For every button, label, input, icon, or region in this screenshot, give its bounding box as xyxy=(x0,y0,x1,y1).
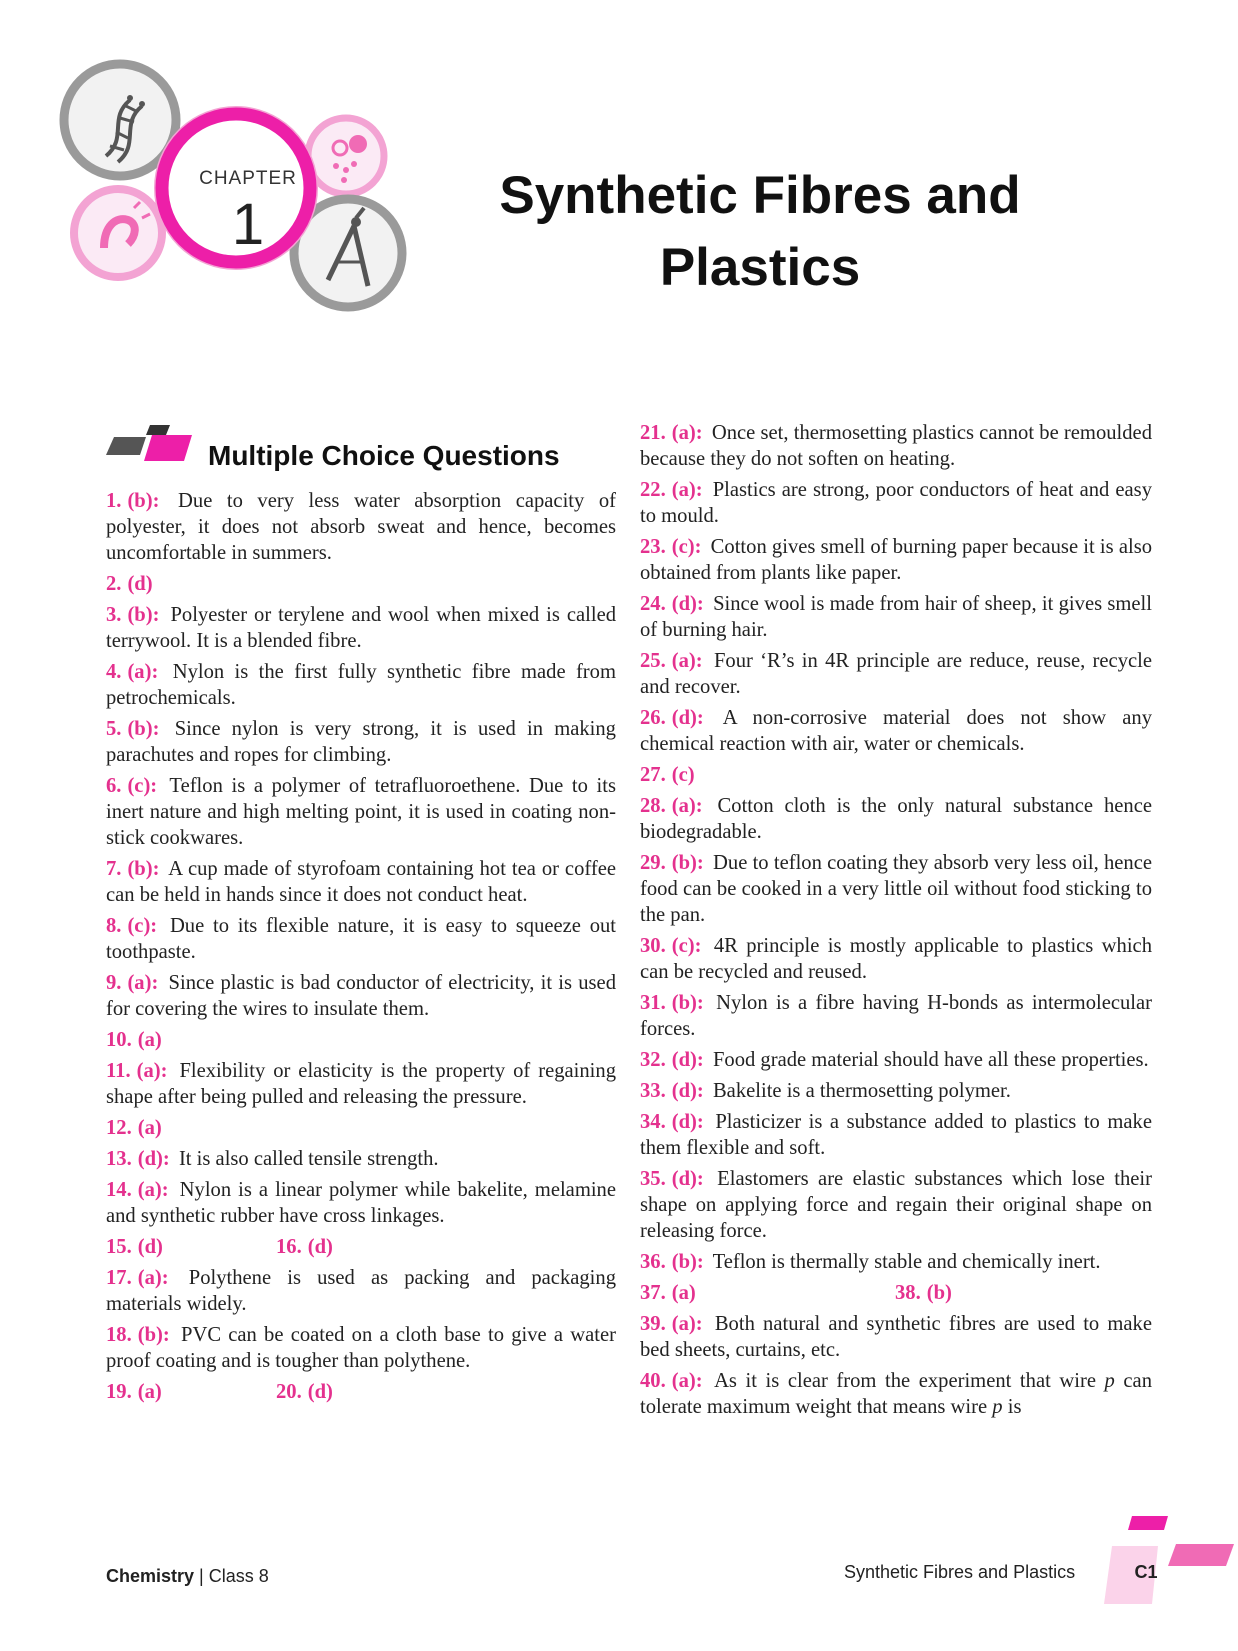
answer-item xyxy=(640,1311,1152,1363)
answer-text: As it is clear from the experiment that wire xyxy=(714,1370,1096,1392)
answer-item xyxy=(640,1280,895,1306)
answer-text: Flexibility or elasticity is the property of regaining shape after being pulled and releasing the pressure. xyxy=(106,1060,616,1108)
answer-option: (b): xyxy=(671,992,704,1014)
question-number: 13. xyxy=(106,1148,132,1170)
answer-item xyxy=(106,1027,616,1053)
answer-option: (a) xyxy=(137,1029,162,1051)
question-number: 27. xyxy=(640,764,666,786)
question-number: 29. xyxy=(640,852,666,874)
question-number: 7. xyxy=(106,858,122,880)
question-number: 14. xyxy=(106,1179,132,1201)
answer-text: Nylon is a fibre having H-bonds as intermolecular forces. xyxy=(640,992,1153,1040)
answer-item xyxy=(106,970,616,1022)
answers-left-column xyxy=(106,488,616,1410)
question-number: 34. xyxy=(640,1111,666,1133)
question-number: 1. xyxy=(106,490,122,512)
answer-item xyxy=(106,856,616,908)
answer-item xyxy=(276,1234,446,1260)
answer-text: Since wool is made from hair of sheep, it gives smell of burning hair. xyxy=(640,593,1152,641)
page-title xyxy=(470,160,1050,304)
answer-text: Polythene is used as packing and packaging materials widely. xyxy=(106,1267,616,1315)
question-number: 35. xyxy=(640,1168,666,1190)
answer-pair xyxy=(640,1280,1152,1306)
answer-item xyxy=(106,913,616,965)
magnet-icon xyxy=(74,189,162,277)
footer-chapter-title: Synthetic Fibres and Plastics xyxy=(844,1562,1076,1582)
answer-item xyxy=(106,1234,276,1260)
answer-option: (c) xyxy=(671,764,695,786)
answer-option: (b): xyxy=(671,852,704,874)
question-number: 40. xyxy=(640,1370,666,1392)
question-number: 23. xyxy=(640,536,666,558)
answer-item xyxy=(106,602,616,654)
answer-item xyxy=(640,850,1152,928)
question-number: 25. xyxy=(640,650,666,672)
answer-option: (b): xyxy=(127,490,160,512)
answer-text: is xyxy=(1007,1396,1022,1418)
answer-option: (a): xyxy=(136,1060,168,1082)
answer-option: (a): xyxy=(671,422,703,444)
question-number: 36. xyxy=(640,1251,666,1273)
answer-option: (c): xyxy=(671,935,702,957)
answer-text: Four ‘R’s in 4R principle are reduce, reuse, recycle and recover. xyxy=(640,650,1152,698)
answer-option: (d) xyxy=(307,1236,333,1258)
answer-text: 4R principle is mostly applicable to plastics which can be recycled and reused. xyxy=(640,935,1152,983)
question-number: 10. xyxy=(106,1029,132,1051)
answer-text: A non-corrosive material does not show any chemical reaction with air, water or chemicals. xyxy=(640,707,1152,755)
answer-option: (a) xyxy=(137,1381,162,1403)
answer-text: Once set, thermosetting plastics cannot be remoulded because they do not soften on heating. xyxy=(640,422,1152,470)
answer-option: (a): xyxy=(127,661,159,683)
answer-item xyxy=(106,571,616,597)
answer-item xyxy=(276,1379,446,1405)
answer-text: Due to very less water absorption capacity of polyester, it does not absorb sweat and hence, becomes uncomfortable in summers. xyxy=(106,490,617,564)
answer-text: Since plastic is bad conductor of electricity, it is used for covering the wires to insulate them. xyxy=(106,972,616,1020)
answer-text: PVC can be coated on a cloth base to give a water proof coating and is tougher than polythene. xyxy=(106,1324,616,1372)
answer-option: (a): xyxy=(137,1267,169,1289)
answer-item xyxy=(640,1078,1152,1104)
answer-item xyxy=(640,534,1152,586)
answer-option: (d) xyxy=(137,1236,163,1258)
section-heading-icon xyxy=(106,425,202,465)
answer-item xyxy=(640,648,1152,700)
question-number: 31. xyxy=(640,992,666,1014)
answer-text: Food grade material should have all these properties. xyxy=(712,1049,1149,1071)
answer-item xyxy=(106,1058,616,1110)
page-number: C1 xyxy=(1134,1562,1158,1582)
question-number: 8. xyxy=(106,915,122,937)
answer-item xyxy=(106,1322,616,1374)
answer-text: It is also called tensile strength. xyxy=(178,1148,439,1170)
answer-text: Due to teflon coating they absorb very less oil, hence food can be cooked in a very little oil without food sticking to the pan. xyxy=(640,852,1152,926)
footer-class: Class 8 xyxy=(208,1566,269,1586)
answer-option: (b) xyxy=(926,1282,952,1304)
answer-text: Both natural and synthetic fibres are used to make bed sheets, curtains, etc. xyxy=(640,1313,1152,1361)
answer-option: (b): xyxy=(127,604,160,626)
answer-text: Teflon is thermally stable and chemically inert. xyxy=(712,1251,1101,1273)
answer-option: (d): xyxy=(671,707,704,729)
answer-item xyxy=(106,1146,616,1172)
answer-item xyxy=(106,1265,616,1317)
question-number: 24. xyxy=(640,593,666,615)
answer-option: (d): xyxy=(671,1080,704,1102)
answers-right-column xyxy=(640,420,1152,1425)
question-number: 30. xyxy=(640,935,666,957)
answer-option: (a): xyxy=(671,479,703,501)
answer-option: (a): xyxy=(127,972,159,994)
answer-item xyxy=(640,1368,1152,1420)
variable: p xyxy=(992,1396,1003,1418)
answer-text: can tolerate maximum weight that means wire xyxy=(640,1370,1152,1418)
variable: p xyxy=(1104,1370,1115,1392)
answer-option: (a) xyxy=(671,1282,696,1304)
answer-item xyxy=(895,1280,1150,1306)
question-number: 5. xyxy=(106,718,122,740)
answer-item xyxy=(640,1166,1152,1244)
page-title-line-2: Plastics xyxy=(659,238,861,297)
question-number: 12. xyxy=(106,1117,132,1139)
dna-icon xyxy=(64,64,176,176)
chapter-label: CHAPTER xyxy=(199,168,297,189)
answer-text: Cotton cloth is the only natural substance hence biodegradable. xyxy=(640,795,1152,843)
answer-option: (d): xyxy=(671,593,704,615)
answer-item xyxy=(106,716,616,768)
question-number: 22. xyxy=(640,479,666,501)
question-number: 2. xyxy=(106,573,122,595)
page-title-line-1: Synthetic Fibres and xyxy=(499,166,1021,225)
answer-option: (b): xyxy=(127,858,160,880)
question-number: 32. xyxy=(640,1049,666,1071)
answer-item xyxy=(640,1047,1152,1073)
question-number: 16. xyxy=(276,1236,302,1258)
answer-item xyxy=(640,793,1152,845)
question-number: 4. xyxy=(106,661,122,683)
question-number: 18. xyxy=(106,1324,132,1346)
answer-option: (d) xyxy=(127,573,153,595)
answer-text: Cotton gives smell of burning paper because it is also obtained from plants like paper. xyxy=(640,536,1153,584)
question-number: 21. xyxy=(640,422,666,444)
footer-subject: Chemistry xyxy=(106,1566,195,1586)
answer-text: Plasticizer is a substance added to plastics to make them flexible and soft. xyxy=(640,1111,1152,1159)
answer-item xyxy=(640,762,1152,788)
answer-item xyxy=(640,1109,1152,1161)
question-number: 19. xyxy=(106,1381,132,1403)
page-tab-graphic xyxy=(1100,1516,1238,1606)
answer-item xyxy=(106,659,616,711)
answer-option: (d): xyxy=(671,1168,704,1190)
answer-option: (a): xyxy=(671,1370,703,1392)
answer-text: Polyester or terylene and wool when mixed is called terrywool. It is a blended fibre. xyxy=(106,604,617,652)
answer-option: (d): xyxy=(671,1049,704,1071)
answer-pair xyxy=(106,1234,616,1260)
answer-item xyxy=(640,990,1152,1042)
question-number: 6. xyxy=(106,775,122,797)
answer-item xyxy=(106,773,616,851)
question-number: 33. xyxy=(640,1080,666,1102)
chapter-number: 1 xyxy=(231,192,265,257)
question-number: 9. xyxy=(106,972,122,994)
answer-text: Teflon is a polymer of tetrafluoroethene. Due to its inert nature and high melting point, it is used in coating non-stick cookwares. xyxy=(106,775,616,849)
answer-text: Elastomers are elastic substances which lose their shape on applying force and regain their original shape on releasing force. xyxy=(640,1168,1153,1242)
answer-item xyxy=(640,591,1152,643)
answer-item xyxy=(640,1249,1152,1275)
answer-text: Bakelite is a thermosetting polymer. xyxy=(712,1080,1011,1102)
answer-option: (c): xyxy=(127,775,158,797)
question-number: 38. xyxy=(895,1282,921,1304)
section-heading: Multiple Choice Questions xyxy=(208,440,560,471)
answer-option: (c): xyxy=(671,536,702,558)
question-number: 28. xyxy=(640,795,666,817)
question-number: 15. xyxy=(106,1236,132,1258)
question-number: 37. xyxy=(640,1282,666,1304)
answer-option: (b): xyxy=(127,718,160,740)
question-number: 11. xyxy=(106,1060,131,1082)
answer-option: (d) xyxy=(307,1381,333,1403)
answer-item xyxy=(106,1379,276,1405)
answer-text: Since nylon is very strong, it is used in making parachutes and ropes for climbing. xyxy=(106,718,616,766)
answer-option: (a): xyxy=(137,1179,169,1201)
question-number: 20. xyxy=(276,1381,302,1403)
question-number: 17. xyxy=(106,1267,132,1289)
answer-text: Due to its flexible nature, it is easy to squeeze out toothpaste. xyxy=(106,915,617,963)
footer-separator: | xyxy=(199,1566,204,1586)
answer-text: A cup made of styrofoam containing hot tea or coffee can be held in hands since it does not conduct heat. xyxy=(106,858,616,906)
answer-option: (d): xyxy=(671,1111,704,1133)
answer-option: (a) xyxy=(137,1117,162,1139)
answer-item xyxy=(106,488,616,566)
answer-option: (d): xyxy=(137,1148,170,1170)
answer-text: Nylon is the first fully synthetic fibre made from petrochemicals. xyxy=(106,661,616,709)
answer-item xyxy=(640,933,1152,985)
answer-option: (a): xyxy=(671,1313,703,1335)
footer-left xyxy=(106,1566,269,1587)
answer-item xyxy=(640,420,1152,472)
answer-option: (b): xyxy=(137,1324,170,1346)
question-number: 3. xyxy=(106,604,122,626)
question-number: 39. xyxy=(640,1313,666,1335)
answer-option: (b): xyxy=(671,1251,704,1273)
answer-item xyxy=(106,1177,616,1229)
answer-item xyxy=(640,705,1152,757)
answer-option: (c): xyxy=(127,915,158,937)
answer-option: (a): xyxy=(671,795,703,817)
answer-item xyxy=(106,1115,616,1141)
answer-pair xyxy=(106,1379,616,1405)
answer-text: Nylon is a linear polymer while bakelite, melamine and synthetic rubber have cross linkages. xyxy=(106,1179,616,1227)
answer-item xyxy=(640,477,1152,529)
question-number: 26. xyxy=(640,707,666,729)
answer-option: (a): xyxy=(671,650,703,672)
answer-text: Plastics are strong, poor conductors of heat and easy to mould. xyxy=(640,479,1152,527)
